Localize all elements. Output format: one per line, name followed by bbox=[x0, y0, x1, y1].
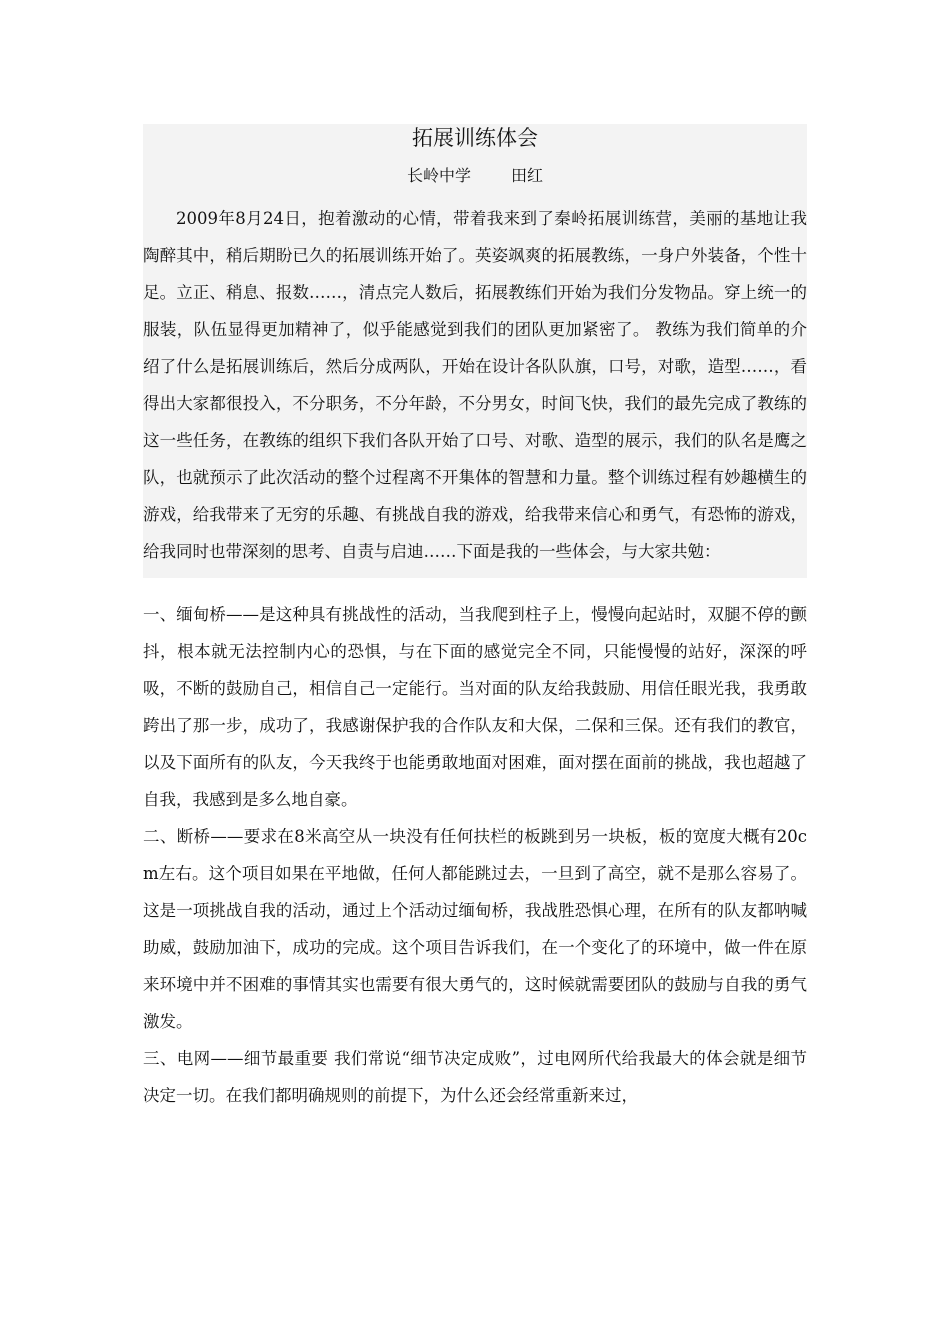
author-name: 田红 bbox=[511, 166, 544, 185]
document-title: 拓展训练体会 bbox=[412, 126, 538, 150]
byline bbox=[143, 164, 807, 200]
paragraph-burma-bridge: 一、缅甸桥——是这种具有挑战性的活动，当我爬到柱子上，慢慢向起站时，双腿不停的颤抖，根本就无法控制内心的恐惧，与在下面的感觉完全不同，只能慢慢的站好，深深的呼吸，不断的鼓励自己，相信自己一定能行。当对面的队友给我鼓励、用信任眼光我，我勇敢跨出了那一步，成功了，我感谢保护我的合作队友和大保，二保和三保。还有我们的教官，以及下面所有的队友，今天我终于也能勇敢地面对困难，面对摆在面前的挑战，我也超越了自我，我感到是多么地自豪。 bbox=[143, 605, 807, 809]
paragraph-broken-bridge: 二、断桥——要求在8米高空从一块没有任何扶栏的板跳到另一块板，板的宽度大概有20cm左右。这个项目如果在平地做，任何人都能跳过去，一旦到了高空，就不是那么容易了。这是一项挑战自我的活动，通过上个活动过缅甸桥，我战胜恐惧心理，在所有的队友都呐喊助威，鼓励加油下，成功的完成。这个项目告诉我们，在一个变化了的环境中，做一件在原来环境中并不困难的事情其实也需要有很大勇气的，这时候就需要团队的鼓励与自我的勇气激发。 bbox=[143, 827, 807, 1031]
intro-section bbox=[143, 124, 807, 578]
paragraph-electric-net: 三、电网——细节最重要 我们常说“细节决定成败”，过电网所代给我最大的体会就是细节决定一切。在我们都明确规则的前提下，为什么还会经常重新来过， bbox=[143, 1049, 807, 1105]
document-page bbox=[143, 124, 807, 1114]
school-name: 长岭中学 bbox=[406, 166, 471, 185]
section-spacer bbox=[143, 578, 807, 596]
intro-paragraph: 2009年8月24日，抱着激动的心情，带着我来到了秦岭拓展训练营，美丽的基地让我陶醉其中，稍后期盼已久的拓展训练开始了。英姿飒爽的拓展教练，一身户外装备，个性十足。立正、稍息、报数……，清点完人数后，拓展教练们开始为我们分发物品。穿上统一的服装，队伍显得更加精神了，似乎能感觉到我们的团队更加紧密了。 教练为我们简单的介绍了什么是拓展训练后，然后分成两队，开始在设计各队队旗，口号，对歌，造型……，看得出大家都很投入，不分职务，不分年龄，不分男女，时间飞快，我们的最先完成了教练的这一些任务，在教练的组织下我们各队开始了口号、对歌、造型的展示，我们的队名是鹰之队，也就预示了此次活动的整个过程离不开集体的智慧和力量。整个训练过程有妙趣横生的游戏，给我带来了无穷的乐趣、有挑战自我的游戏，给我带来信心和勇气，有恐怖的游戏，给我同时也带深刻的思考、自责与启迪……下面是我的一些体会，与大家共勉： bbox=[143, 209, 807, 561]
